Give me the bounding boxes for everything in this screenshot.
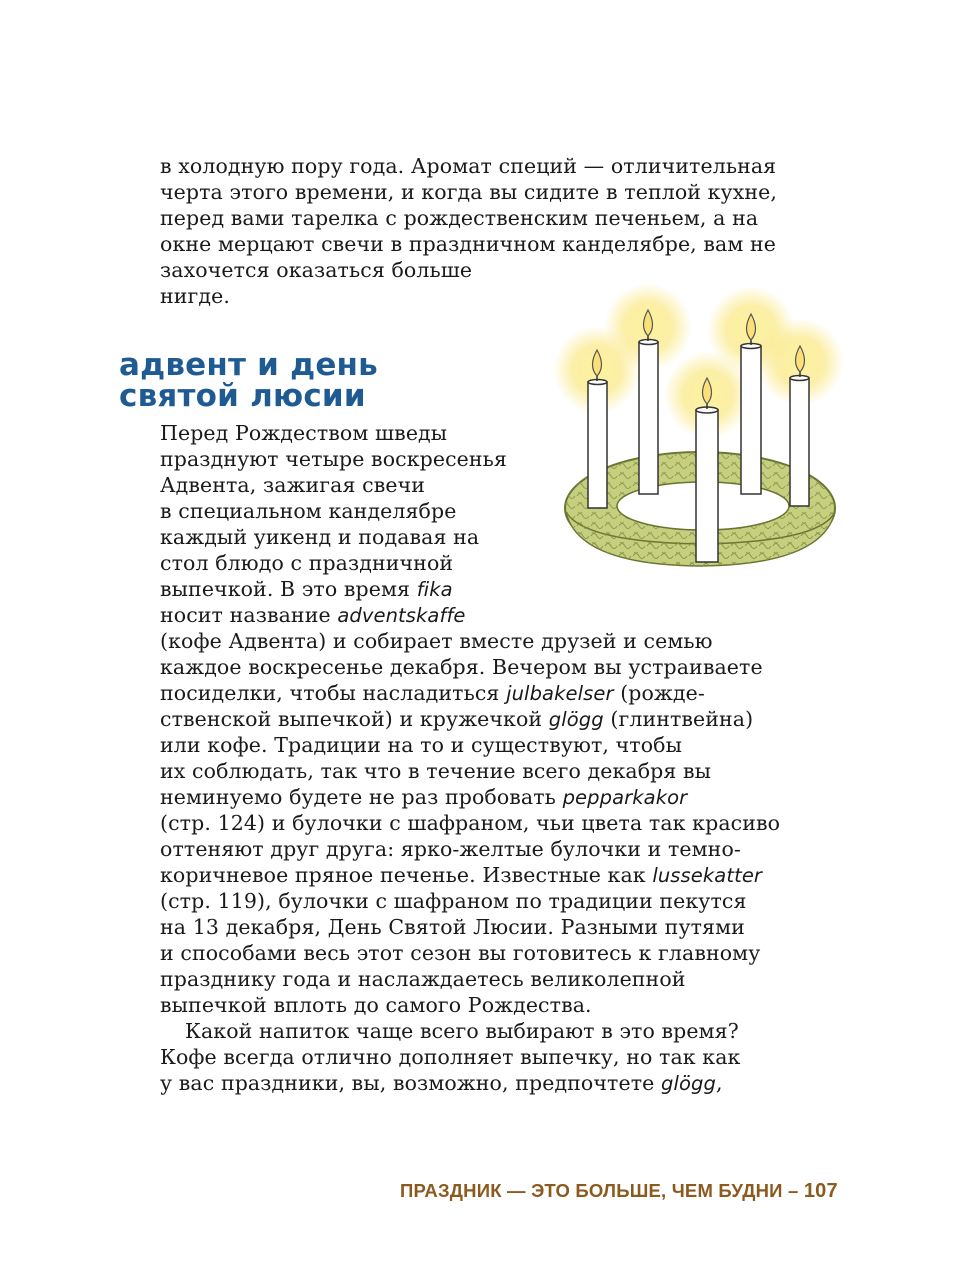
body-line: или кофе. Традиции на то и существуют, чтобы xyxy=(160,733,683,757)
body-line: Какой напиток чаще всего выбирают в это время? xyxy=(185,1019,739,1043)
text: , xyxy=(715,1071,723,1095)
page-number: 107 xyxy=(803,1180,838,1202)
body-line: на 13 декабря, День Святой Люсии. Разными путями xyxy=(160,915,745,939)
body-line: в специальном канделябре xyxy=(160,499,457,523)
intro-line: окне мерцают свечи в праздничном канделябре, вам не xyxy=(160,232,777,256)
body-line: стол блюдо с праздничной xyxy=(160,551,454,575)
intro-line: черта этого времени, и когда вы сидите в теплой кухне, xyxy=(160,180,777,204)
body-line: выпечкой вплоть до самого Рождества. xyxy=(160,993,592,1017)
text: (рожде- xyxy=(613,681,705,705)
advent-wreath-icon xyxy=(548,280,848,585)
italic-term: lussekatter xyxy=(652,864,763,887)
italic-term: glögg xyxy=(548,708,604,731)
text: выпечкой. В это время xyxy=(160,577,417,601)
body-line: каждое воскресенье декабря. Вечером вы устраиваете xyxy=(160,655,763,679)
section-heading: святой люсии xyxy=(119,378,366,414)
body-line xyxy=(160,680,705,707)
text: ственской выпечкой) и кружечкой xyxy=(160,707,549,731)
body-line: (стр. 119), булочки с шафраном по традиции пекутся xyxy=(160,889,747,913)
italic-term: pepparkakor xyxy=(562,786,688,809)
intro-line: нигде. xyxy=(160,284,230,308)
body-line xyxy=(160,706,753,733)
text: у вас праздники, вы, возможно, предпочтете xyxy=(160,1071,661,1095)
intro-line: перед вами тарелка с рождественским печеньем, а на xyxy=(160,206,759,230)
body-line: их соблюдать, так что в течение всего декабря вы xyxy=(160,759,712,783)
body-line: Перед Рождеством шведы xyxy=(160,421,448,445)
italic-term: adventskaffe xyxy=(337,604,466,627)
footer-title: ПРАЗДНИК — ЭТО БОЛЬШЕ, ЧЕМ БУДНИ – xyxy=(400,1180,804,1201)
text: неминуемо будете не раз пробовать xyxy=(160,785,563,809)
body-line xyxy=(160,1070,723,1097)
text: носит название xyxy=(160,603,338,627)
intro-line: в холодную пору года. Аромат специй — отличительная xyxy=(160,154,777,178)
text: коричневое пряное печенье. Известные как xyxy=(160,863,653,887)
text: (глинтвейна) xyxy=(603,707,754,731)
italic-term: julbakelser xyxy=(506,682,614,705)
body-line xyxy=(160,862,762,889)
text: посиделки, чтобы насладиться xyxy=(160,681,507,705)
section-heading: адвент и день xyxy=(119,347,378,383)
body-line: (кофе Адвента) и собирает вместе друзей и семью xyxy=(160,629,713,653)
body-line xyxy=(160,576,453,603)
italic-term: glögg xyxy=(660,1072,716,1095)
italic-term: fika xyxy=(416,578,453,601)
body-line: (стр. 124) и булочки с шафраном, чьи цвета так красиво xyxy=(160,811,781,835)
body-line: празднуют четыре воскресенья xyxy=(160,447,507,471)
body-line: празднику года и наслаждаетесь великолепной xyxy=(160,967,686,991)
body-line: оттеняют друг друга: ярко-желтые булочки и темно- xyxy=(160,837,741,861)
body-line: Кофе всегда отлично дополняет выпечку, но так как xyxy=(160,1045,741,1069)
body-line xyxy=(160,602,466,629)
body-line: каждый уикенд и подавая на xyxy=(160,525,480,549)
body-line xyxy=(160,784,687,811)
running-footer xyxy=(400,1180,838,1203)
body-line: Адвента, зажигая свечи xyxy=(160,473,425,497)
body-line: и способами весь этот сезон вы готовитесь к главному xyxy=(160,941,761,965)
intro-line: захочется оказаться больше xyxy=(160,258,473,282)
